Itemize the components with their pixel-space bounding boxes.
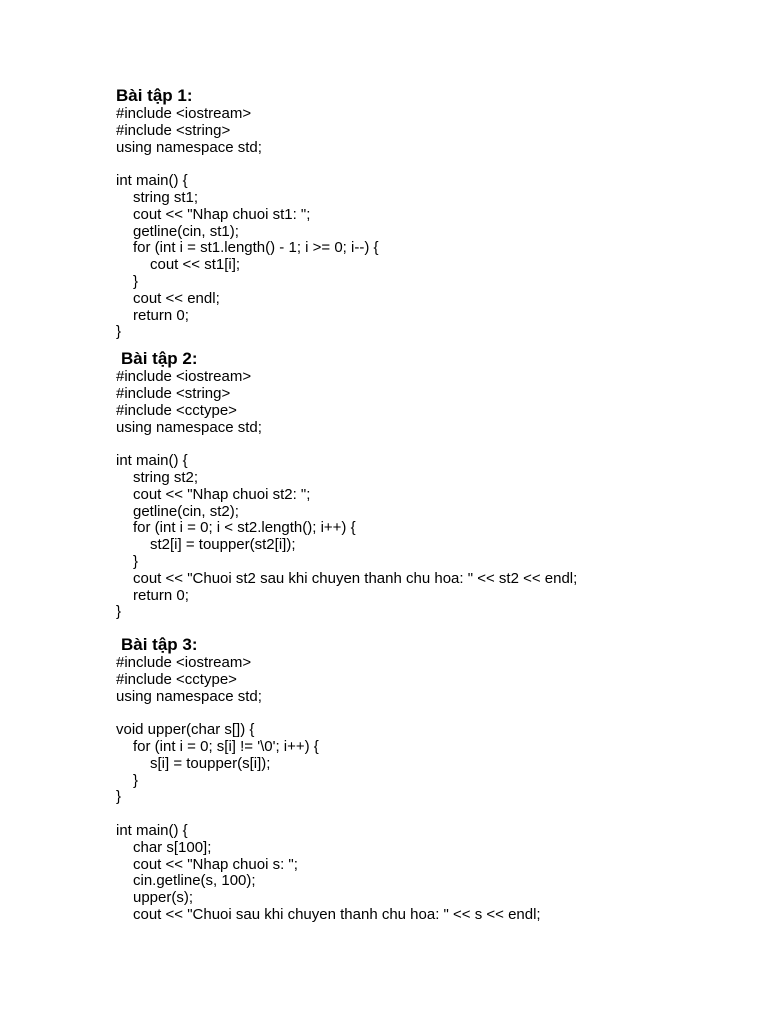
code-line: using namespace std; (116, 418, 262, 436)
exercise-3 (116, 635, 736, 924)
exercise-1 (116, 86, 736, 341)
code-line: char s[100]; (133, 838, 212, 856)
exercise-2 (116, 349, 736, 621)
code-line: void upper(char s[]) { (116, 721, 255, 739)
code-line: } (133, 552, 139, 570)
code-line: #include <string> (116, 384, 231, 402)
code-line: return 0; (133, 306, 189, 324)
exercise-1-title: Bài tập 1: (116, 86, 193, 105)
exercise-2-title: Bài tập 2: (121, 349, 198, 369)
code-line: #include <cctype> (116, 670, 237, 688)
blank-line (116, 706, 736, 723)
exercise-3-title: Bài tập 3: (121, 635, 198, 655)
blank-line (116, 806, 736, 823)
code-line: int main() { (116, 822, 188, 840)
code-line: int main() { (116, 452, 188, 470)
code-line: string st2; (133, 468, 199, 486)
exercise-3-code (116, 655, 736, 924)
code-line: cout << "Chuoi st2 sau khi chuyen thanh chu hoa: " << st2 << endl; (133, 569, 578, 587)
code-line: #include <iostream> (116, 105, 252, 122)
code-line: #include <cctype> (116, 401, 237, 419)
code-line: } (116, 788, 122, 806)
code-line: for (int i = 0; s[i] != '\0'; i++) { (133, 738, 319, 756)
code-line: getline(cin, st2); (133, 502, 239, 520)
code-line: cin.getline(s, 100); (133, 872, 256, 890)
code-line: int main() { (116, 172, 188, 190)
code-line: upper(s); (133, 889, 194, 907)
code-line: s[i] = toupper(s[i]); (150, 754, 271, 772)
code-line: for (int i = 0; i < st2.length(); i++) { (133, 519, 356, 537)
code-line: cout << "Nhap chuoi st2: "; (133, 485, 311, 503)
code-line: cout << st1[i]; (150, 256, 241, 274)
code-line: cout << "Nhap chuoi s: "; (133, 855, 298, 873)
code-line: string st1; (133, 188, 199, 206)
exercise-2-code (116, 369, 736, 621)
code-line: using namespace std; (116, 687, 262, 705)
code-line: #include <iostream> (116, 368, 252, 386)
document-page (116, 86, 736, 924)
code-line: } (133, 272, 139, 290)
code-line: #include <string> (116, 121, 231, 139)
code-line: #include <iostream> (116, 654, 252, 672)
code-line: for (int i = st1.length() - 1; i >= 0; i--) { (133, 239, 379, 257)
code-line: getline(cin, st1); (133, 222, 239, 240)
code-line: cout << "Chuoi sau khi chuyen thanh chu hoa: " << s << endl; (133, 906, 541, 924)
code-line: } (116, 603, 122, 621)
code-line: } (133, 771, 139, 789)
code-line: using namespace std; (116, 138, 262, 156)
exercise-1-code (116, 106, 736, 341)
code-line: st2[i] = toupper(st2[i]); (150, 536, 296, 554)
blank-line (116, 436, 736, 453)
code-line: cout << "Nhap chuoi st1: "; (133, 205, 311, 223)
blank-line (116, 156, 736, 173)
code-line: cout << endl; (133, 289, 220, 307)
code-line: return 0; (133, 586, 189, 604)
code-line: } (116, 323, 122, 341)
